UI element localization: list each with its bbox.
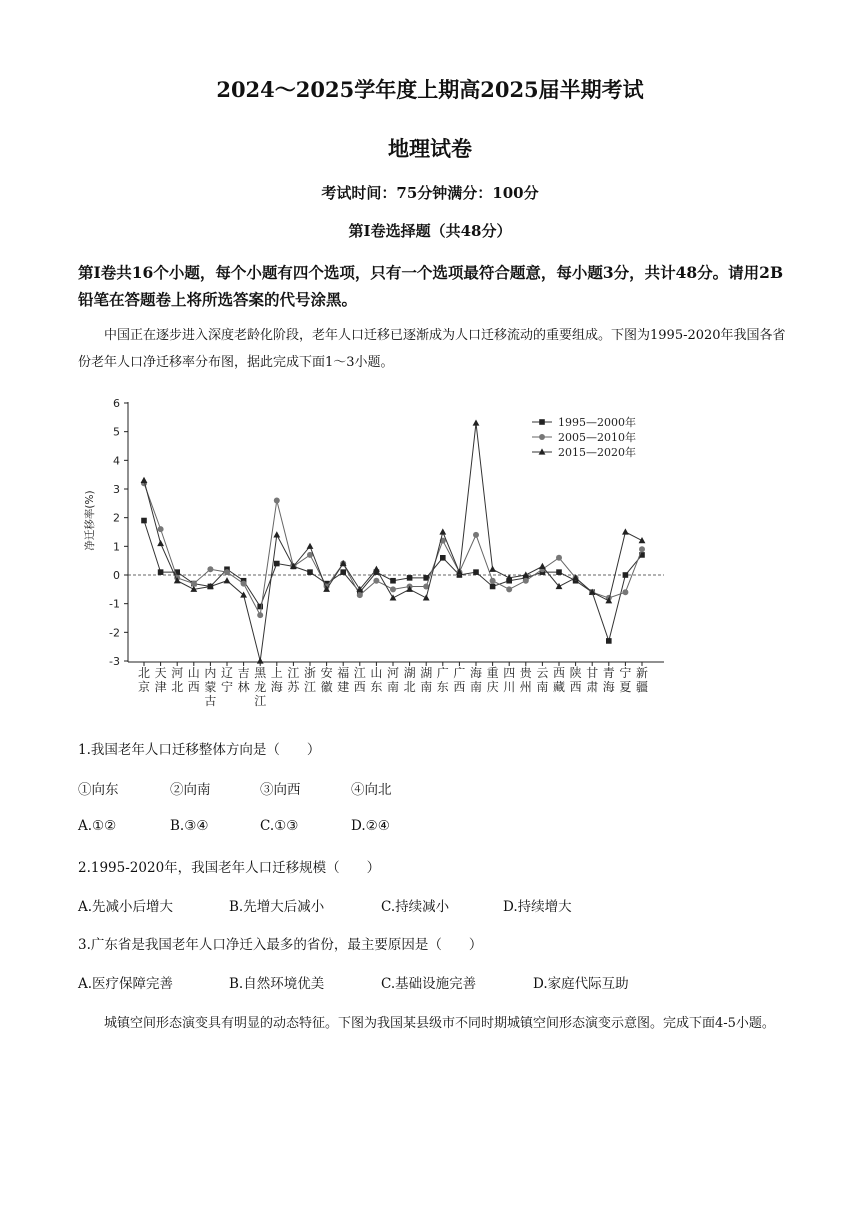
q3-option-a[interactable]: A.医疗保障完善 [78, 976, 174, 992]
y-tick-label: 2 [113, 511, 120, 525]
q1-option-b[interactable]: B.③④ [170, 818, 209, 834]
q1-option-d[interactable]: D.②④ [351, 818, 390, 834]
instructions: 第Ⅰ卷共16个小题，每个小题有四个选项，只有一个选项最符合题意，每小题3分，共计48分。请用2B铅笔在答题卷上将所选答案的代号涂黑。 [78, 263, 784, 309]
data-point [606, 638, 612, 644]
y-tick-label: -2 [109, 626, 120, 640]
y-tick-label: -1 [109, 597, 120, 611]
x-tick-label: 广东 [436, 666, 449, 694]
data-point [274, 497, 280, 503]
x-tick-label: 内蒙古 [204, 666, 217, 708]
data-point [539, 563, 546, 569]
q1-option-a[interactable]: A.①② [78, 818, 117, 834]
q3-option-b[interactable]: B.自然环境优美 [229, 976, 325, 992]
migration-rate-chart [80, 392, 680, 722]
q1-item-1: ①向东 [78, 782, 119, 798]
x-tick-label: 云南 [536, 666, 549, 694]
question-3-stem: 3.广东省是我国老年人口净迁入最多的省份，最主要原因是（ ） [78, 937, 483, 953]
x-tick-label: 黑龙江 [254, 666, 267, 708]
data-point [257, 612, 263, 618]
data-point [506, 586, 512, 592]
x-tick-label: 天津 [154, 666, 167, 694]
question-1-stem: 1.我国老年人口迁移整体方向是（ ） [78, 742, 321, 758]
data-point [490, 584, 496, 590]
x-tick-label: 江苏 [287, 666, 300, 694]
x-tick-label: 西藏 [552, 666, 566, 694]
x-tick-label: 山东 [370, 666, 383, 694]
y-tick-label: 1 [113, 540, 120, 554]
q1-item-2: ②向南 [170, 782, 211, 798]
data-point [307, 569, 313, 575]
x-tick-label: 上海 [270, 666, 283, 694]
data-point [241, 581, 247, 587]
x-tick-label: 湖南 [420, 666, 433, 694]
x-tick-label: 河北 [171, 666, 184, 694]
question-2-stem: 2.1995-2020年，我国老年人口迁移规模（ ） [78, 860, 381, 876]
x-tick-label: 广西 [453, 666, 466, 694]
x-tick-label: 北京 [137, 666, 151, 694]
q2-option-b[interactable]: B.先增大后减小 [229, 899, 325, 915]
q2-option-a[interactable]: A.先减小后增大 [78, 899, 174, 915]
data-point [490, 578, 496, 584]
data-point [639, 546, 645, 552]
data-point [623, 572, 629, 578]
x-tick-label: 湖北 [403, 666, 416, 694]
x-tick-label: 宁夏 [619, 666, 632, 694]
data-point [141, 518, 147, 524]
q2-option-c[interactable]: C.持续减小 [381, 899, 450, 915]
y-axis-label: 净迁移率(%) [84, 490, 96, 551]
y-tick-label: 4 [113, 454, 120, 468]
question-1-options [78, 818, 778, 840]
x-tick-label: 四川 [503, 666, 516, 694]
question-2-options [78, 895, 778, 917]
subject-title: 地理试卷 [388, 136, 472, 161]
data-point [407, 575, 413, 581]
x-tick-label: 安徽 [320, 666, 333, 694]
data-point [539, 434, 545, 440]
x-tick-label: 青海 [602, 666, 615, 694]
x-tick-label: 重庆 [486, 666, 499, 694]
data-point [158, 569, 164, 575]
data-point [390, 586, 396, 592]
x-tick-label: 辽宁 [220, 666, 234, 694]
section-title: 第Ⅰ卷选择题（共48分） [348, 222, 512, 240]
y-tick-label: 3 [113, 483, 120, 496]
data-point [539, 419, 545, 425]
data-point [224, 569, 230, 575]
x-tick-label: 陕西 [569, 666, 582, 694]
data-point [373, 566, 380, 572]
y-tick-label: -3 [109, 655, 120, 668]
x-tick-label: 河南 [386, 666, 400, 694]
exam-info: 考试时间：75分钟满分：100分 [321, 184, 539, 202]
data-point [556, 555, 562, 561]
data-point [357, 592, 363, 598]
intro-paragraph-1: 中国正在逐步进入深度老龄化阶段，老年人口迁移已逐渐成为人口迁移流动的重要组成。下图为1995-2020年我国各省份老年人口净迁移率分布图，据此完成下面1～3小题。 [78, 328, 786, 370]
data-point [158, 526, 164, 532]
data-point [307, 543, 314, 549]
data-point [639, 537, 646, 543]
q1-item-4: ④向北 [351, 782, 392, 798]
data-point [439, 528, 446, 534]
data-point [473, 419, 480, 425]
data-point [556, 569, 562, 575]
question-3-options [78, 972, 778, 994]
x-tick-label: 浙江 [303, 666, 317, 694]
data-point [207, 566, 213, 572]
data-point [257, 657, 264, 663]
data-point [390, 594, 397, 600]
data-point [522, 571, 529, 577]
data-point [622, 589, 628, 595]
q2-option-d[interactable]: D.持续增大 [503, 899, 572, 915]
data-point [191, 581, 197, 587]
y-tick-label: 5 [113, 425, 120, 439]
data-point [157, 540, 164, 546]
y-tick-label: 0 [113, 569, 120, 582]
legend-entry: 1995—2000年 [558, 416, 636, 429]
x-tick-label: 新疆 [635, 666, 649, 694]
chart-legend [532, 415, 636, 459]
data-point [224, 577, 231, 583]
x-tick-label: 贵州 [519, 666, 532, 694]
data-point [373, 578, 379, 584]
data-point [340, 569, 346, 575]
q3-option-d[interactable]: D.家庭代际互助 [533, 976, 629, 992]
question-1-items [78, 778, 778, 800]
data-point [489, 566, 496, 572]
data-point [523, 578, 529, 584]
x-tick-label: 江西 [353, 666, 366, 694]
y-tick-label: 6 [113, 397, 120, 410]
q3-option-c[interactable]: C.基础设施完善 [381, 976, 477, 992]
data-point [440, 555, 446, 561]
data-point [423, 594, 430, 600]
x-tick-label: 甘肃 [586, 666, 599, 694]
intro-paragraph-2: 城镇空间形态演变具有明显的动态特征。下图为我国某县级市不同时期城镇空间形态演变示意图。完成下面4-5小题。 [104, 1016, 775, 1031]
data-point [274, 561, 280, 567]
x-tick-label: 山西 [187, 666, 200, 694]
q1-item-3: ③向西 [260, 782, 301, 798]
x-tick-label: 吉林 [237, 666, 250, 694]
x-tick-label: 海南 [469, 666, 483, 694]
data-point [473, 569, 479, 575]
data-point [622, 528, 629, 534]
x-tick-label: 福建 [337, 666, 350, 694]
data-point [141, 477, 148, 483]
q1-option-c[interactable]: C.①③ [260, 818, 299, 834]
legend-entry: 2015—2020年 [558, 446, 636, 459]
data-point [473, 532, 479, 538]
legend-entry: 2005—2010年 [558, 431, 636, 444]
data-point [390, 578, 396, 584]
data-point [273, 531, 280, 537]
exam-title: 2024～2025学年度上期高2025届半期考试 [216, 77, 644, 102]
